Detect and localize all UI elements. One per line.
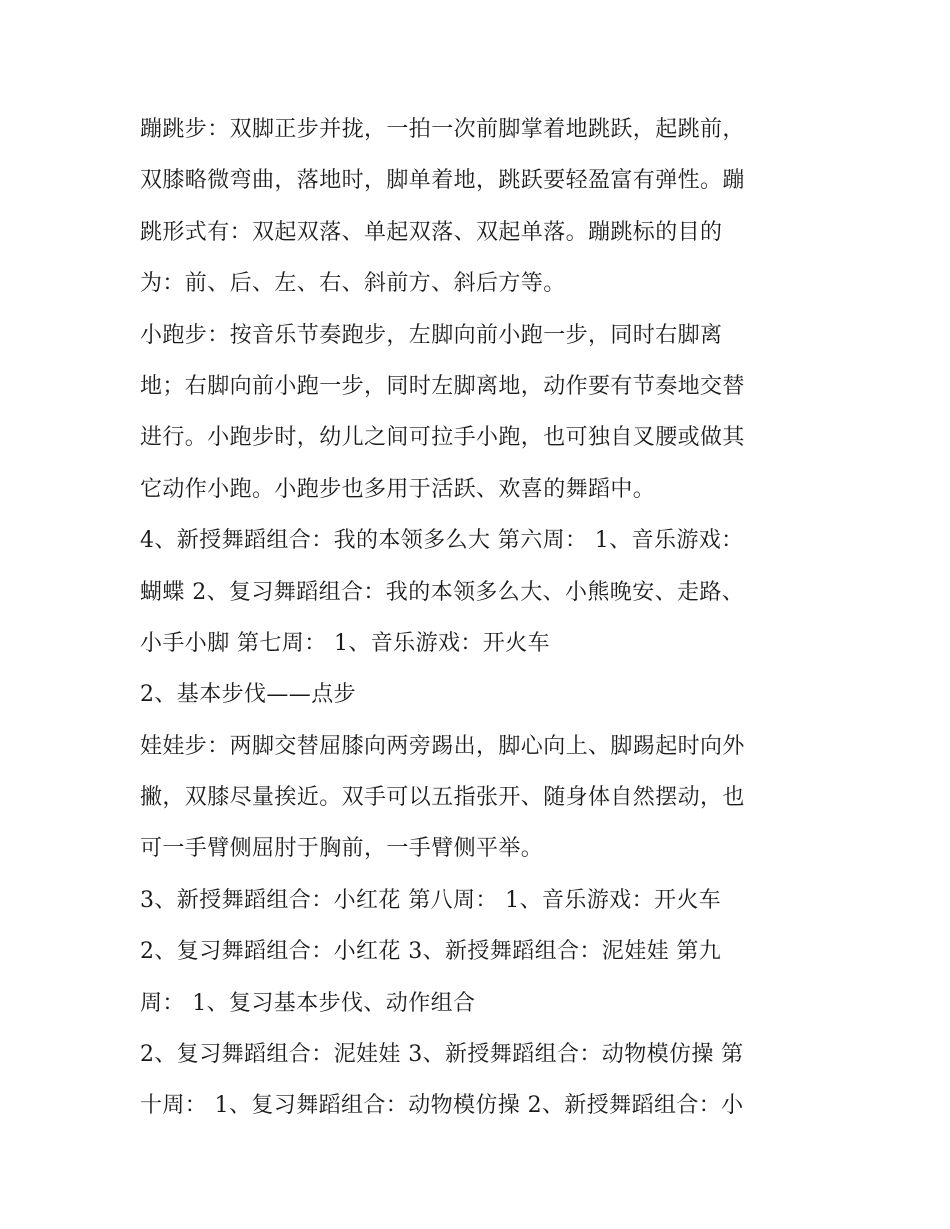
text-line: 它动作小跑。小跑步也多用于活跃、欢喜的舞蹈中。: [140, 476, 656, 502]
text-line: 3、新授舞蹈组合：小红花 第八周： 1、音乐游戏：开火车: [140, 887, 722, 913]
text-line: 2、复习舞蹈组合：小红花 3、新授舞蹈组合：泥娃娃 第九: [140, 939, 722, 965]
text-line: 进行。小跑步时，幼儿之间可拉手小跑，也可独自叉腰或做其: [140, 425, 745, 451]
text-line: 4、新授舞蹈组合：我的本领多么大 第六周： 1、音乐游戏：: [140, 528, 744, 554]
text-line: 为：前、后、左、右、斜前方、斜后方等。: [140, 271, 566, 297]
text-line: 十周： 1、复习舞蹈组合：动物模仿操 2、新授舞蹈组合：小: [140, 1093, 744, 1119]
text-line: 蝴蝶 2、复习舞蹈组合：我的本领多么大、小熊晚安、走路、: [140, 579, 745, 605]
text-line: 蹦跳步：双脚正步并拢，一拍一次前脚掌着地跳跃，起跳前，: [140, 117, 745, 142]
text-line: 双膝略微弯曲，落地时，脚单着地，跳跃要轻盈富有弹性。蹦: [140, 168, 745, 194]
text-line: 娃娃步：两脚交替屈膝向两旁踢出，脚心向上、脚踢起时向外: [140, 733, 745, 759]
text-line: 2、基本步伐——点步: [140, 682, 356, 708]
text-line: 跳形式有：双起双落、单起双落、双起单落。蹦跳标的目的: [140, 219, 723, 245]
text-line: 可一手臂侧屈肘于胸前，一手臂侧平举。: [140, 836, 544, 862]
text-line: 周： 1、复习基本步伐、动作组合: [140, 990, 476, 1016]
text-line: 地；右脚向前小跑一步，同时左脚离地，动作要有节奏地交替: [140, 373, 745, 399]
text-line: 2、复习舞蹈组合：泥娃娃 3、新授舞蹈组合：动物模仿操 第: [140, 1042, 744, 1068]
text-line: 小跑步：按音乐节奏跑步，左脚向前小跑一步，同时右脚离: [140, 322, 723, 348]
text-line: 撇，双膝尽量挨近。双手可以五指张开、随身体自然摆动，也: [140, 785, 745, 811]
text-line: 小手小脚 第七周： 1、音乐游戏：开火车: [140, 630, 550, 656]
body-text: [140, 104, 830, 1132]
